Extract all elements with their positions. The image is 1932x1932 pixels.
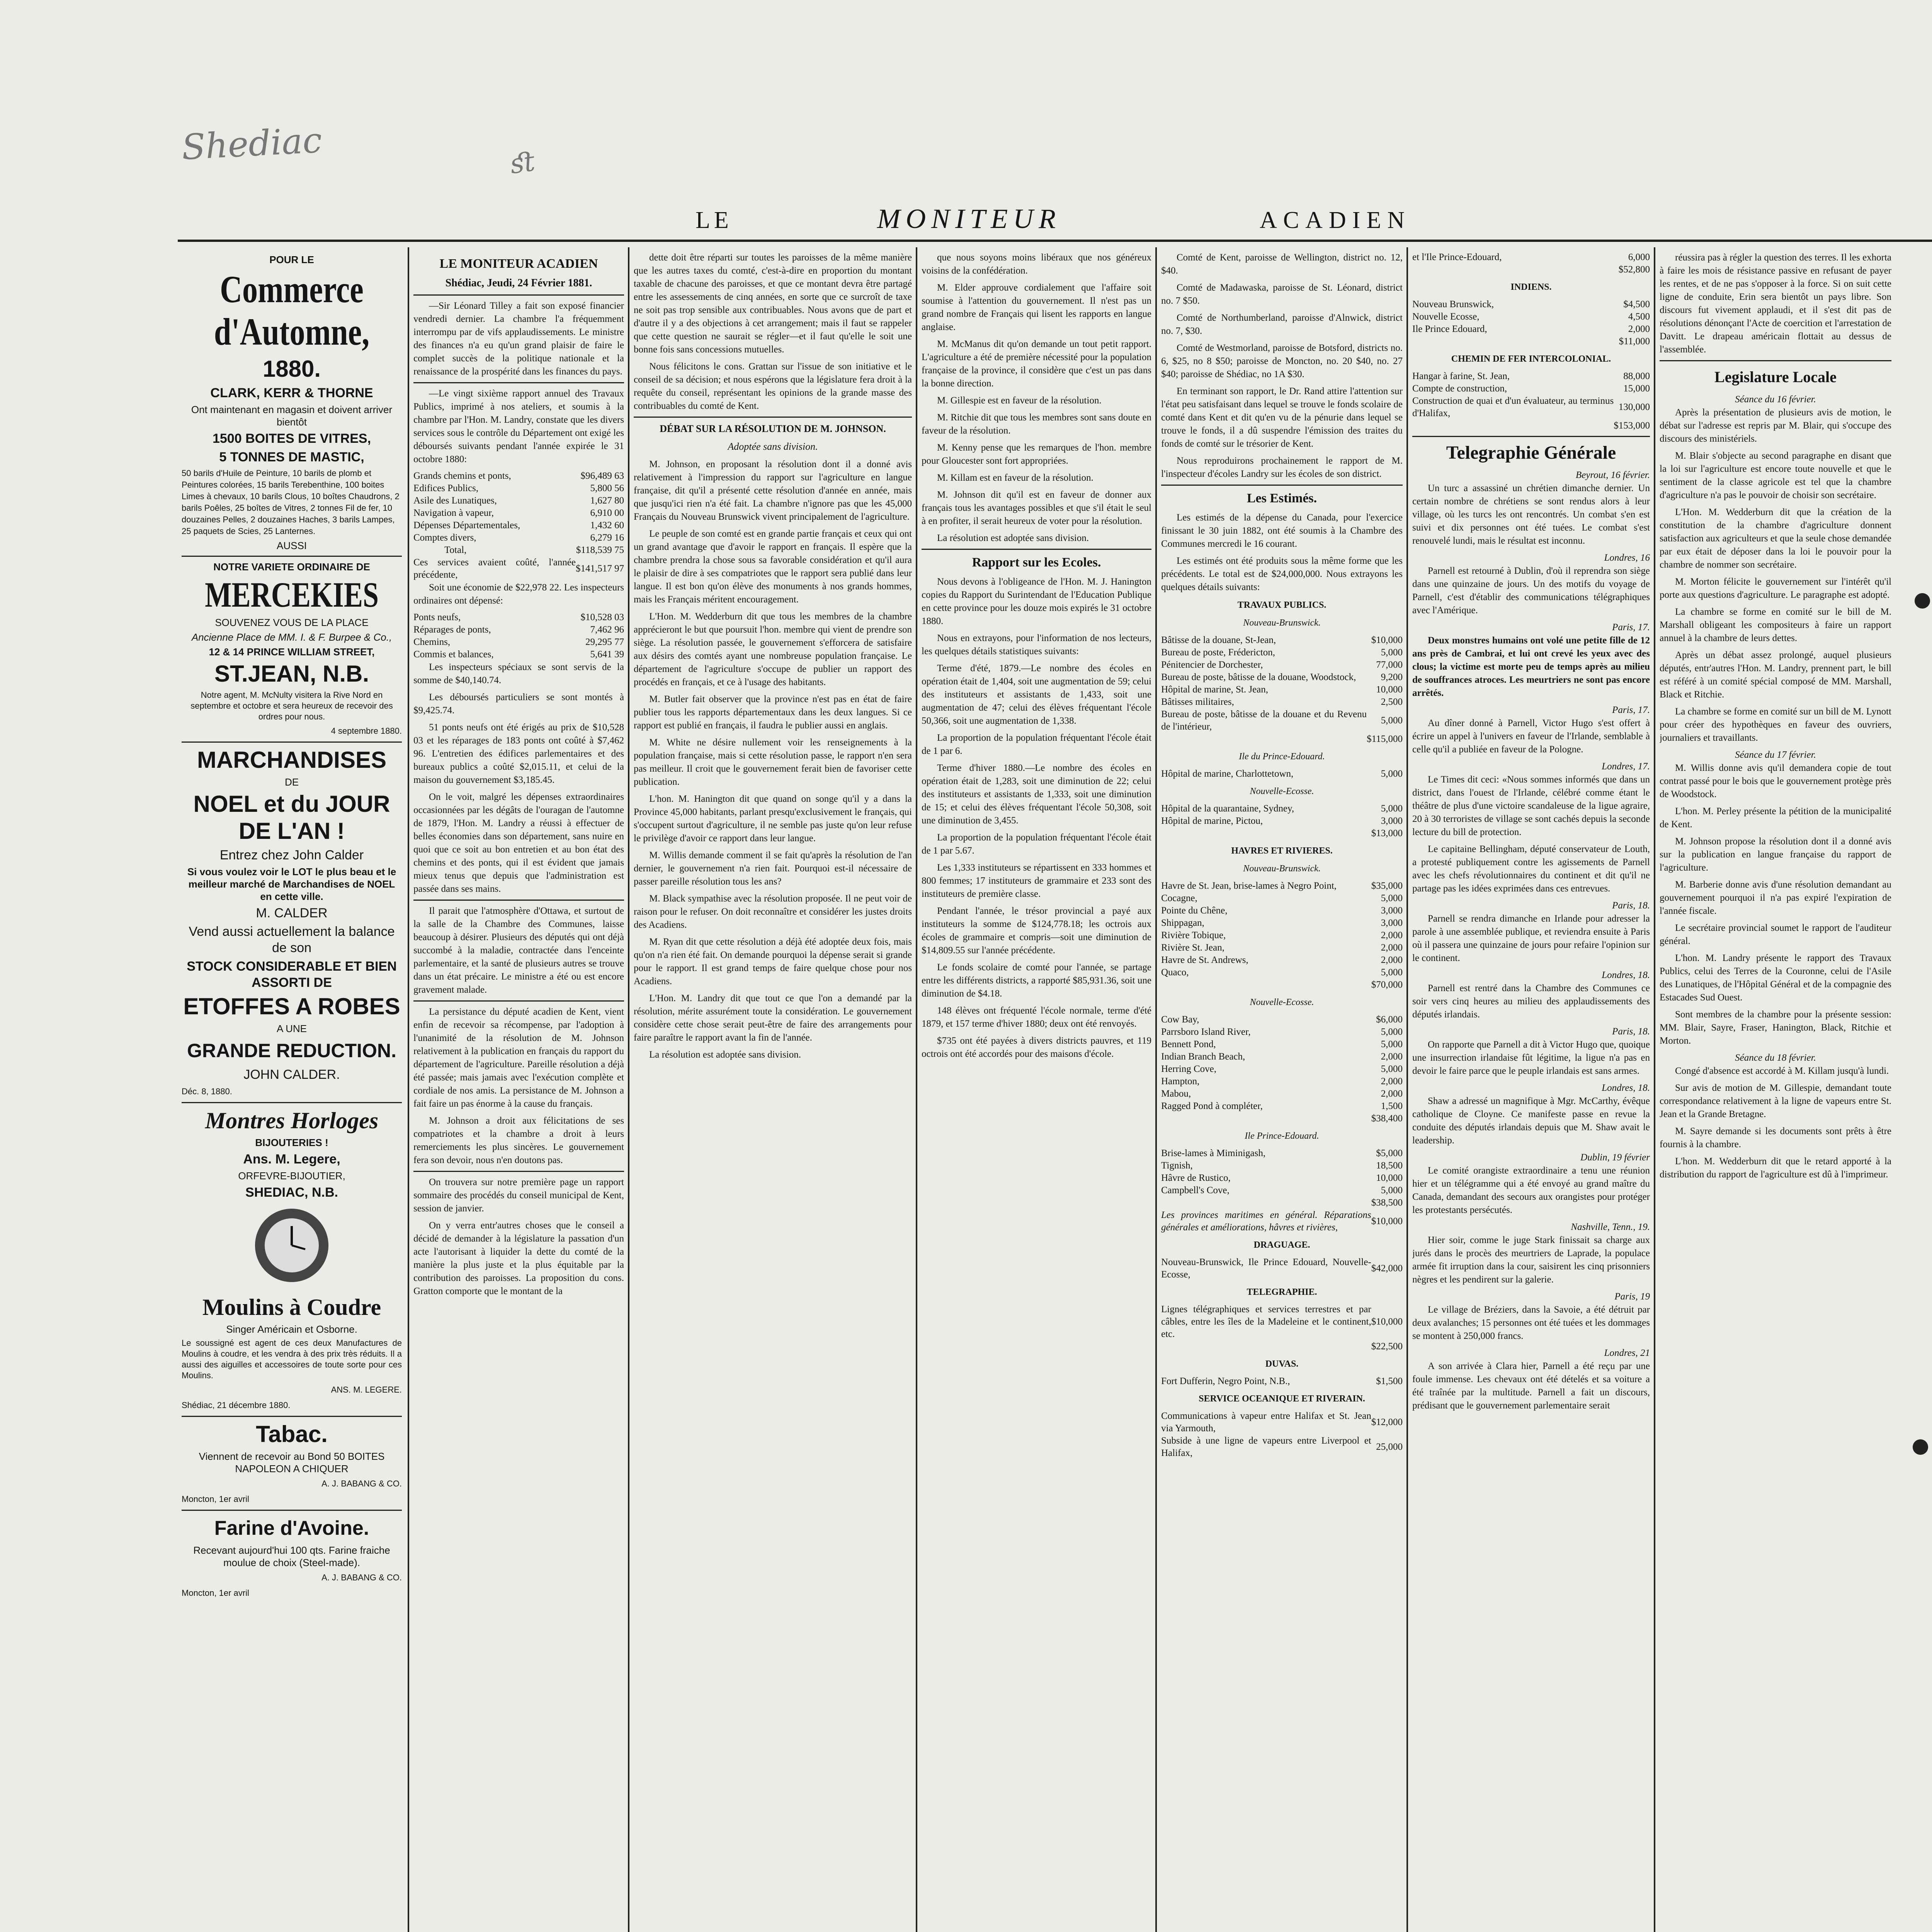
- harbours-nb-table: [1161, 880, 1403, 991]
- divider: [413, 294, 624, 296]
- table-row: Hâvre de Rustico, 10,000: [1161, 1173, 1403, 1183]
- table-total-row: $153,000: [1614, 420, 1650, 431]
- paragraph: L'Hon. M. Wedderburn dit que la création de la constitution de la chambre d'agriculture donnent satisfaction aux agriculteurs et que la seule chose demandée par eux était de déposer dans la loi le pouvoir pour la chambre de nommer son secrétaire.: [1660, 507, 1891, 570]
- divider: [413, 1000, 624, 1002]
- paragraph: Nous reproduirons prochainement le rapport de M. l'inspecteur d'écoles Landry sur les écoles de son district.: [1161, 456, 1403, 479]
- telegraph-column: [1412, 251, 1650, 1932]
- handwritten-mark: ﬆ: [508, 145, 537, 180]
- paragraph: On trouvera sur notre première page un rapport sommaire des procédés du conseil municipal de Kent, session de janvier.: [413, 1177, 624, 1214]
- ad-commerce-firm: CLARK, KERR & THORNE: [210, 386, 373, 400]
- bridges-table: [413, 611, 624, 661]
- paragraph: L'hon. M. Wedderburn dit que le retard apporté à la distribution du rapport de l'agriculture est dû à l'imprimeur.: [1660, 1156, 1891, 1180]
- dateline: Séance du 16 février.: [1735, 394, 1816, 405]
- divider: [182, 1510, 402, 1511]
- ad-calder-une: A UNE: [276, 1023, 307, 1034]
- advertisements-column: [182, 251, 402, 1932]
- paragraph: L'hon. M. Landry présente le rapport des Travaux Publics, celui des Terres de la Couronne, celui de l'Asile des Lunatiques, de l'Hôpital Général et de la compagnie des Estacades Sud Ouest.: [1660, 953, 1891, 1003]
- divider: [1161, 485, 1403, 486]
- table-total-row: $38,500: [1371, 1197, 1403, 1208]
- paragraph: Parnell se rendra dimanche en Irlande pour adresser la parole à une assemblée publique, et reviendra ensuite à Paris où il passera une quinzaine de jours pour refaire l'opinion sur le continent.: [1412, 913, 1650, 963]
- table-subsection: Nouveau-Brunswick.: [1243, 618, 1321, 628]
- section-heading: Telegraphie Générale: [1446, 442, 1616, 463]
- ad-calder-sign: JOHN CALDER.: [243, 1067, 340, 1082]
- paragraph: Nous en extrayons, pour l'information de nos lecteurs, les quelques détails statistiques suivants:: [922, 633, 1151, 656]
- table-row: Edifices Publics, 5,800 56: [413, 483, 624, 493]
- paragraph: Le comité orangiste extraordinaire a tenu une réunion hier et un télégramme qui a été envoyé au grand maître du Canada, demandant des secours aux orangistes pour protéger les protestants persécutés.: [1412, 1165, 1650, 1215]
- paragraph: —Le vingt sixième rapport annuel des Travaux Publics, imprimé à nos ateliers, et soumis à la chambre par l'Hon. M. Landry, constate que les divers services sous le contrôle du Département ont exigé les déboursés suivants pendant l'année expirée le 31 octobre 1880:: [413, 388, 624, 464]
- divider: [182, 742, 402, 743]
- paragraph: Nous félicitons le cons. Grattan sur l'issue de son initiative et le conseil de sa décision; et nous espérons que la législature fera droit à la requête du conseil, représentant les opinions de la grande masse des contribuables du comté de Kent.: [634, 361, 912, 411]
- maritime-repairs-row: Les provinces maritimes en général. Réparations générales et améliorations, hâvres et rivières, $10,000: [1161, 1210, 1403, 1233]
- harbours-ns-table: [1161, 1014, 1403, 1125]
- ad-commerce-mastic: 5 TONNES DE MASTIC,: [219, 450, 364, 464]
- debate-column: [634, 251, 912, 1932]
- table-row: Brise-lames à Miminigash, $5,000: [1161, 1148, 1403, 1158]
- paragraph: La proportion de la population fréquentant l'école était de 1 par 5.67.: [922, 832, 1151, 856]
- section-heading: Les Estimés.: [1247, 491, 1317, 505]
- handwritten-note: Shediac: [180, 120, 323, 168]
- dateline: Londres, 18.: [1602, 1083, 1650, 1093]
- table-row: Bâtisses militaires, 2,500: [1161, 697, 1403, 707]
- paragraph: M. Blair s'objecte au second paragraphe en disant que la loi sur l'agriculture est encore toute nouvelle et que le sentiment de la classe agricole est tel que la chambre d'agriculture n'a pas le pouvoir de choisir son secrétaire.: [1660, 451, 1891, 500]
- ad-calder-name: M. CALDER: [256, 906, 328, 920]
- table-row: Havre de St. Jean, brise-lames à Negro Point, $35,000: [1161, 881, 1403, 891]
- paragraph: M. Butler fait observer que la province n'est pas en état de faire publier tous les rapports départementaux dans les deux langues. Si ce rapport est publié en français, il faudra le publier aussi en anglais.: [634, 694, 912, 731]
- divider: [1412, 436, 1650, 437]
- paragraph: On le voit, malgré les dépenses extraordinaires occasionnées par les dégâts de l'ouragan de l'automne de 1879, l'Hon. M. Landry a réussi à effectuer de belles économies dans son département, sans nuire en quoi que ce soit au bon entretien et au bon état des chemins et des ponts, qui il est évident que jamais mieux tenus que depuis que l'administration est passée dans ses mains.: [413, 792, 624, 894]
- paragraph: La résolution est adoptée sans division.: [649, 1049, 801, 1060]
- table-row: Herring Cove, 5,000: [1161, 1064, 1403, 1074]
- paragraph: M. Barberie donne avis d'une résolution demandant au gouvernement pourquoi il n'a pas expiré l'expiration de l'année fiscale.: [1660, 879, 1891, 916]
- paragraph: Le secrétaire provincial soumet le rapport de l'auditeur général.: [1660, 923, 1891, 946]
- ad-montres: Montres Horloges: [205, 1108, 379, 1133]
- paragraph: Le peuple de son comté est en grande partie français et ceux qui ont un grand avantage que d'avoir le rapport en français. Il espère que la chambre prendra la chose sous sa favorable considération et qu'il aura le plaisir de dire à ses compatriotes que le rapport sera publié dans leur langue. Il est bon qu'on élève des monuments à nos grands hommes, mais les Français méritent encouragement.: [634, 529, 912, 605]
- ad-stjean-date: 4 septembre 1880.: [331, 726, 402, 736]
- section-heading: Rapport sur les Ecoles.: [972, 555, 1101, 570]
- dateline: Séance du 18 février.: [1735, 1053, 1816, 1063]
- table-subsection: Ile Prince-Edouard.: [1245, 1131, 1319, 1141]
- paragraph: L'Hon. M. Landry dit que tout ce que l'on a demandé par la résolution, mérite assurément toute la considération. Le gouvernement considère cette chose serait peut-être de faire des arrangements pour faire paraître le rapport avant la fin de l'année.: [634, 993, 912, 1043]
- ad-moulins-sign: ANS. M. LEGERE.: [331, 1385, 402, 1395]
- paragraph: Le village de Bréziers, dans la Savoie, a été détruit par deux avalanches; 15 personnes ont été tuées et les dommages se montent à 250,000 francs.: [1412, 1304, 1650, 1341]
- ad-address: 12 & 14 PRINCE WILLIAM STREET,: [209, 646, 375, 658]
- dateline: Shédiac, Jeudi, 24 Février 1881.: [445, 277, 592, 289]
- ad-farine: Farine d'Avoine.: [214, 1517, 369, 1539]
- dateline: Paris, 18.: [1612, 900, 1650, 911]
- paragraph: Comté de Westmorland, paroisse de Botsford, districts no. 6, $25, no 8 $50; paroisse de Moncton, no. 20 $40, no. 27 $40; paroisse de Shédiac, no 1A $30.: [1161, 343, 1403, 379]
- table-row: Hampton, 2,000: [1161, 1076, 1403, 1087]
- paragraph: M. Willis donne avis qu'il demandera copie de tout contrat passé pour le bois que le gouvernement protège près de Woodstock.: [1660, 763, 1891, 799]
- ad-commerce-pour: POUR LE: [269, 254, 314, 265]
- paragraph: L'hon. M. Hanington dit que quand on songe qu'il y a dans la Province 45,000 habitants, parlant presqu'exclusivement le français, qui s'occupent surtout d'agriculture, il ne semble pas juste qu'on leur refuse le privilège d'avoir ce rapport dans leur langue.: [634, 794, 912, 844]
- table-row: Asile des Lunatiques, 1,627 80: [413, 495, 624, 506]
- ad-aussi: AUSSI: [276, 540, 307, 551]
- table-row: Mabou, 2,000: [1161, 1088, 1403, 1099]
- ad-commerce-title: Commerce d'Automne,: [214, 268, 370, 353]
- paragraph: M. Willis demande comment il se fait qu'après la résolution de l'an dernier, le gouvernement n'a rien fait. Pourquoi est-il nécessaire de passer pareille résolution tous les ans?: [634, 850, 912, 887]
- public-works-table: [1161, 634, 1403, 745]
- table-row: Bâtisse de la douane, St-Jean, $10,000: [1161, 635, 1403, 645]
- paragraph: Sur avis de motion de M. Gillespie, demandant toute correspondance relativement à la ligne de vapeurs entre St. Jean et la Grande Bretagne.: [1660, 1083, 1891, 1119]
- table-row: Construction de quai et d'un évaluateur, au terminus d'Halifax, 130,000: [1412, 396, 1650, 418]
- indians-table: [1412, 298, 1650, 348]
- paragraph: M. Black sympathise avec la résolution proposée. Il ne peut voir de raison pour le refuser. On doit reconnaître et considérer les justes droits des Acadiens.: [634, 893, 912, 930]
- legislature-column: [1660, 251, 1891, 1932]
- paragraph: M. Johnson a droit aux félicitations de ses compatriotes et la chambre a droit à leurs remerciements les plus sincères. Le gouvernement fera son devoir, nous n'en doutons pas.: [413, 1116, 624, 1165]
- schools-column: [922, 251, 1151, 1932]
- ad-singer: Singer Américain et Osborne.: [226, 1323, 357, 1335]
- ad-tabac-date: Moncton, 1er avril: [182, 1494, 249, 1504]
- binding-hole: [1913, 1439, 1928, 1455]
- ad-calder-robes: ETOFFES A ROBES: [183, 993, 400, 1019]
- divider: [182, 1416, 402, 1417]
- paragraph: La proportion de la population fréquentant l'école était de 1 par 6.: [922, 733, 1151, 756]
- paragraph: L'Hon. M. Wedderburn dit que tous les membres de la chambre apprécieront le but que poursuit l'hon. membre qui vient de prendre son siège. La résolution passée, le gouvernement s'efforcera de satisfaire aux désirs des comtés ayant une nombreuse population française. Le département de l'agriculture s'occupe de publier un rapport des procédés en français, et ce à l'usage des habitants.: [634, 611, 912, 687]
- ad-calder-date: Déc. 8, 1880.: [182, 1087, 232, 1096]
- column-rule: [628, 247, 629, 1932]
- table-total-row: $22,500: [1371, 1341, 1403, 1352]
- table-row: Bureau de poste, bâtisse de la douane et du Revenu de l'intérieur, 5,000: [1161, 709, 1403, 732]
- table-row: Dépenses Départementales, 1,432 60: [413, 520, 624, 531]
- telegraph-table: Lignes télégraphiques et services terrestres et par câbles, entre les îles de la Madeleine et le continent, etc. $10,000 $22,500: [1161, 1303, 1403, 1353]
- binding-hole: [1915, 593, 1930, 609]
- table-row: Comptes divers, 6,279 16: [413, 532, 624, 543]
- ad-legere: Ans. M. Legere,: [243, 1152, 340, 1167]
- ad-marchandises: MARCHANDISES: [197, 747, 387, 773]
- ad-bijouteries: BIJOUTERIES !: [255, 1137, 328, 1148]
- paragraph: Le capitaine Bellingham, député conservateur de Louth, a protesté publiquement contre les agissements de Parnell avec les chefs révolutionnaires du continent et dit qu'il ne partage pas les idées exprimées dans ces entrevues.: [1412, 844, 1650, 894]
- paragraph: Au dîner donné à Parnell, Victor Hugo s'est offert à écrire un appel à l'univers en faveur de l'Irlande, semblable à celle qu'il a publiée en faveur de la Pologne.: [1412, 718, 1650, 755]
- paragraph: Après la présentation de plusieurs avis de motion, le débat sur l'adresse est repris par M. Blair, qui s'occupe des discours des ministériels.: [1660, 407, 1891, 444]
- ad-mercekies: MERCEKIES: [205, 575, 379, 614]
- ad-shediac: SHEDIAC, N.B.: [245, 1185, 338, 1200]
- paragraph: Les déboursés particuliers se sont montés à $9,425.74.: [413, 692, 624, 716]
- table-row: Hôpital de la quarantaine, Sydney, 5,000: [1161, 803, 1403, 814]
- dateline: Paris, 17.: [1612, 622, 1650, 633]
- editorial-column: [413, 251, 624, 1932]
- paragraph: Les 1,333 instituteurs se répartissent en 333 hommes et 800 femmes; 17 instituteurs de grammaire et 233 sont des instituteurs de première classe.: [922, 862, 1151, 899]
- ad-tabac-text: Viennent de recevoir au Bond 50 BOITES NAPOLEON A CHIQUER: [199, 1451, 385, 1475]
- column-rule: [916, 247, 917, 1932]
- dateline: Séance du 17 février.: [1735, 750, 1816, 760]
- paragraph: Comté de Northumberland, paroisse d'Alnwick, district no. 7, $30.: [1161, 313, 1403, 336]
- paragraph: Il parait que l'atmosphère d'Ottawa, et surtout de la salle de la Chambre des Communes, laisse beaucoup à désirer. Plusieurs des députés qui ont déjà succombé à la maladie, contractée dans l'enceinte parlementaire, et la santé de plusieurs autres se trouve dans un état précaire. Le ministre a été ou est encore gravement malade.: [413, 906, 624, 995]
- table-total-row: $115,000: [1367, 734, 1403, 744]
- table-row: Parrsboro Island River, 5,000: [1161, 1027, 1403, 1037]
- fort-table: Fort Dufferin, Negro Point, N.B., $1,500: [1161, 1376, 1403, 1386]
- paragraph: Un turc a assassiné un chrétien dimanche dernier. Un certain nombre de chrétiens se sont rendus alors à leur village, où les turcs les ont rencontrés. Un combat s'en est suivi et dix personnes ont été tuées. Le combat s'est renouvelé lundi, mais le résultat est inconnu.: [1412, 483, 1650, 546]
- table-total-row: $38,400: [1371, 1113, 1403, 1124]
- ad-farine-date: Moncton, 1er avril: [182, 1588, 249, 1598]
- harbours-pei-table: [1161, 1147, 1403, 1209]
- paragraph: M. Elder approuve cordialement que l'affaire soit soumise à l'attention du gouvernement. Il n'est pas un grand nombre de Français qui lisent les rapports en langue anglaise.: [922, 282, 1151, 332]
- paragraph: Shaw a adressé un magnifique à Mgr. McCarthy, évêque catholique de Cloyne. Ce manifeste passe en revue la conduite des députés irlandais depuis que M. Shaw avait le leadership.: [1412, 1096, 1650, 1146]
- paragraph: M. Johnson propose la résolution dont il a donné avis sur la publication en langue française du rapport de l'agriculture.: [1660, 836, 1891, 873]
- ad-moulins-date: Shédiac, 21 décembre 1880.: [182, 1400, 291, 1410]
- ad-tabac-sign: A. J. BABANG & CO.: [321, 1479, 402, 1488]
- paragraph: Deux monstres humains ont volé une petite fille de 12 ans près de Cambrai, et lui ont crevé les yeux avec des clous; la victime est morte peu de temps après au milieu de souffrances atroces. Les meurtriers ne sont pas encore arrêtés.: [1412, 635, 1650, 698]
- ad-calder-reduction: GRANDE REDUCTION.: [187, 1040, 396, 1061]
- divider: [182, 1102, 402, 1103]
- paragraph: M. Johnson dit qu'il est en faveur de donner aux français tous les avantages possibles et que s'il était le seul à en profiter, il serait heureux de voter pour la résolution.: [922, 490, 1151, 526]
- paragraph: La chambre se forme en comité sur le bill de M. Marshall obligeant les compositeurs à faire un rapport annuel à la chambre de leurs dettes.: [1660, 607, 1891, 643]
- table-section: INDIENS.: [1510, 282, 1552, 292]
- previous-year-row: Ces services avaient coûté, l'année précédente, $141,517 97: [413, 557, 624, 580]
- ad-commerce-items: 50 barils d'Huile de Peinture, 10 barils de plomb et Peintures colorées, 15 barils Terebenthine, 100 boites Limes à chevaux, 10 barils Clous, 10 boîtes Chaudrons, 2 barils Poêles, 25 boîtes de Vitres, 2 tonnes Fil de fer, 10 douzaines Pelles, 2 douzaines Haches, 3 barils Lampes, 25 paquets de Scies, 25 Lanternes.: [182, 468, 400, 536]
- paragraph: Après un débat assez prolongé, auquel plusieurs députés, entr'autres l'Hon. M. Landry, prennent part, le bill est référé à un comité spécial composé de MM. Marshall, Black et Ritchie.: [1660, 650, 1891, 700]
- table-row: Rivière St. Jean, 2,000: [1161, 942, 1403, 953]
- divider: [413, 900, 624, 901]
- paragraph: Parnell est retourné à Dublin, d'où il reprendra son siège dans une quinzaine de jours. Un des motifs du voyage de Parnell, c'est d'établir des communications télégraphiques avec l'Amérique.: [1412, 566, 1650, 616]
- paragraph: M. Ryan dit que cette résolution a déjà été adoptée deux fois, mais qu'on n'a rien été fait. On demande pourquoi la dépense serait si grande pour le rapport. Il est grand temps de faire quelque chose pour nos Acadiens.: [634, 937, 912, 986]
- ad-stjean-note: Notre agent, M. McNulty visitera la Rive Nord en septembre et octobre et sera heureux de recevoir des ordres pour nous.: [190, 690, 393, 721]
- table-row: Tignish, 18,500: [1161, 1160, 1403, 1171]
- table-section: CHEMIN DE FER INTERCOLONIAL.: [1451, 354, 1611, 364]
- paragraph: Soit une économie de $22,978 22. Les inspecteurs ordinaires ont dépensé:: [413, 582, 624, 606]
- section-heading: DÉBAT SUR LA RÉSOLUTION DE M. JOHNSON.: [660, 423, 886, 434]
- table-row: Shippagan, 3,000: [1161, 918, 1403, 928]
- paragraph: Nous devons à l'obligeance de l'Hon. M. J. Hanington copies du Rapport du Surintendant de l'Education Publique en cette province pour les douze mois expirés le 31 octobre 1880.: [922, 577, 1151, 626]
- paragraph: que nous soyons moins libéraux que nos généreux voisins de la confédération.: [922, 252, 1151, 276]
- table-row: Grands chemins et ponts, $96,489 63: [413, 471, 624, 481]
- dateline: Londres, 16: [1604, 553, 1650, 563]
- ad-calder-lot: Si vous voulez voir le LOT le plus beau et le meilleur marché de Marchandises de NOEL en cette ville.: [187, 866, 396, 902]
- ad-farine-sign: A. J. BABANG & CO.: [321, 1573, 402, 1582]
- table-row: Nouvelle Ecosse, 4,500: [1412, 311, 1650, 322]
- table-row: Navigation à vapeur, 6,910 00: [413, 508, 624, 518]
- ad-calder-stock: STOCK CONSIDERABLE ET BIEN ASSORTI DE: [187, 959, 397, 990]
- paragraph: Terme d'été, 1879.—Le nombre des écoles en opération était de 1,404, soit une augmentation de 59; celui des instituteurs et assistants de 1,433, soit une augmentation de 47; celui des élèves fréquentant l'école 50,366, soit une augmentation de 1,338.: [922, 663, 1151, 726]
- ad-farine-text: Recevant aujourd'hui 100 qts. Farine fraiche moulue de choix (Steel-made).: [193, 1544, 390, 1568]
- paragraph: M. Kenny pense que les remarques de l'hon. membre pour Gloucester sont fort appropriées.: [922, 442, 1151, 466]
- dateline: Paris, 18.: [1612, 1026, 1650, 1037]
- dateline: Paris, 17.: [1612, 705, 1650, 715]
- table-row: Havre de St. Andrews, 2,000: [1161, 955, 1403, 965]
- paragraph: M. Morton félicite le gouvernement sur l'intérêt qu'il porte aux questions d'agriculture. Le paragraphe est adopté.: [1660, 577, 1891, 600]
- table-row: Bureau de poste, Frédericton, 5,000: [1161, 647, 1403, 658]
- table-total-row: $70,000: [1371, 980, 1403, 990]
- dateline: Londres, 17.: [1602, 761, 1650, 772]
- dredging-table: [1161, 1256, 1403, 1281]
- ad-calder-vend: Vend aussi actuellement la balance de son: [189, 924, 395, 955]
- paragraph: $735 ont été payées à divers districts pauvres, et 119 octrois ont été accordés pour des maisons d'école.: [922, 1036, 1151, 1059]
- section-subheading: Adoptée sans division.: [728, 441, 818, 452]
- table-row: et l'Ile Prince-Edouard, 6,000: [1412, 252, 1650, 262]
- table-row: Campbell's Cove, 5,000: [1161, 1185, 1403, 1196]
- table-row: Hôpital de marine, St. Jean, 10,000: [1161, 684, 1403, 695]
- divider: [182, 556, 402, 557]
- paragraph: Congé d'absence est accordé à M. Killam jusqu'à lundi.: [1675, 1066, 1889, 1076]
- table-section: SERVICE OCEANIQUE ET RIVERAIN.: [1199, 1394, 1365, 1404]
- table-section: HAVRES ET RIVIERES.: [1231, 846, 1333, 856]
- header-rule: [178, 240, 1932, 242]
- table-section: DRAGUAGE.: [1253, 1240, 1310, 1250]
- table-row: Bureau de poste, bâtisse de la douane, Woodstock, 9,200: [1161, 672, 1403, 682]
- clock-illustration: [249, 1203, 334, 1288]
- paragraph: La résolution est adoptée sans division.: [937, 533, 1089, 543]
- paragraph: L'hon. M. Perley présente la pétition de la municipalité de Kent.: [1660, 806, 1891, 830]
- paragraph: On y verra entr'autres choses que le conseil a décidé de demander à la législature la passation d'un acte l'autorisant à liquider la dette du comté de la manière la plus juste et la plus équitable par la contribution des paroisses. La proposition du cons. Gratton comporte que le montant de la: [413, 1220, 624, 1296]
- pei-works-table: [1161, 768, 1403, 780]
- paragraph: Terme d'hiver 1880.—Le nombre des écoles en opération était de 1,283, soit une diminution de 22; celui des instituteurs et assistants de 1,333, soit une diminution de 15; et celui des élèves fréquentant l'école 50,308, soit une diminution de 3,455.: [922, 763, 1151, 826]
- ad-souvenez: SOUVENEZ VOUS DE LA PLACE: [215, 617, 369, 628]
- table-row: Ragged Pond à compléter, 1,500: [1161, 1101, 1403, 1111]
- table-total-row: Total, $118,539 75: [444, 545, 624, 555]
- table-section: TRAVAUX PUBLICS.: [1237, 600, 1327, 610]
- dateline: Londres, 18.: [1602, 970, 1650, 980]
- paragraph: M. White ne désire nullement voir les renseignements à la population française, mais si cette résolution passe, le rapport n'en sera pas meilleur. Il croit que le gouvernement ferait bien de favoriser cette publication.: [634, 737, 912, 787]
- paragraph: On rapporte que Parnell a dit à Victor Hugo que, quoique une insurrection irlandaise fût légitime, la ligue n'a pas en devoir le faire parce que le peuple irlandais est sans armes.: [1412, 1039, 1650, 1076]
- table-row: Ile Prince Edouard, 2,000: [1412, 324, 1650, 334]
- table-row: Pointe du Chêne, 3,000: [1161, 905, 1403, 916]
- dateline: Paris, 19: [1614, 1291, 1650, 1302]
- paragraph: La persistance du député acadien de Kent, vient enfin de recevoir sa récompense, par l'adoption à l'unanimité de la résolution de M. Johnson relativement à la publication en français du rapport du département de l'agriculture. Pareille résolution a déjà été passée; mais jamais avec l'exécution complète et cordiale de nos amis. La persistance de M. Johnson a fait faire un pas énorme à la cause du français.: [413, 1007, 624, 1109]
- table-row: Hangar à farine, St. Jean, 88,000: [1412, 371, 1650, 381]
- paragraph: M. Sayre demande si les documents sont prêts à être fournis à la chambre.: [1660, 1126, 1891, 1150]
- ad-mercekies-head: NOTRE VARIETE ORDINAIRE DE: [213, 561, 370, 573]
- ad-ancienne: Ancienne Place de MM. I. & F. Burpee & Co.,: [191, 631, 392, 643]
- table-subsection: Nouvelle-Ecosse.: [1250, 786, 1314, 796]
- table-total-row: $52,800: [1618, 264, 1650, 275]
- table-section: TELEGRAPHIE.: [1247, 1287, 1317, 1297]
- table-row: Bennett Pond, 5,000: [1161, 1039, 1403, 1049]
- paragraph: Comté de Kent, paroisse de Wellington, district no. 12, $40.: [1161, 252, 1403, 276]
- table-row: Pénitencier de Dorchester, 77,000: [1161, 660, 1403, 670]
- paragraph: dette doit être réparti sur toutes les paroisses de la même manière que les autres taxes du comté, c'est-à-dire en proportion du montant taxable de chacune des paroisses, et que ce montant devra être partagé entre les assessements de cinq années, en sorte que ce surcroît de taxe ne soit pas trop sensible aux contribuables. Nous avons que de part et d'autre il y a des objections à cet arrangement; mais il faut se rappeler que cette question ne saurait se régler—et il faut qu'elle le soit une bonne fois sans concessions mutuelles.: [634, 252, 912, 355]
- paragraph: Les estimés de la dépense du Canada, pour l'exercice finissant le 30 juin 1882, ont été soumis à la Chambre des Communes mercredi le 16 courant.: [1161, 512, 1403, 549]
- ad-orfevre: ORFEVRE-BIJOUTIER,: [238, 1170, 345, 1182]
- paragraph: M. Killam est en faveur de la résolution.: [937, 473, 1094, 483]
- paragraph: Les estimés ont été produits sous la même forme que les précédents. Le total est de $24,000,000. Nous extrayons les quelques détails suivants:: [1161, 556, 1403, 592]
- paragraph: 148 élèves ont fréquenté l'école normale, terme d'été 1879, et 157 terme d'hiver 1880; deux ont été renvoyés.: [922, 1005, 1151, 1029]
- ad-noel: NOEL et du JOUR DE L'AN !: [193, 791, 390, 844]
- paragraph: Hier soir, comme le juge Stark finissait sa charge aux jurés dans le procès des meurtriers de Laprade, la populace armée fit irruption dans la cour, saisirent les cinq prisonniers nègres et les pendirent sur la galerie.: [1412, 1235, 1650, 1285]
- table-row: Commis et balances, 5,641 39: [413, 649, 624, 660]
- table-total-row: $13,000: [1371, 828, 1403, 838]
- paragraph: M. Ritchie dit que tous les membres sont sans doute en faveur de la résolution.: [922, 412, 1151, 436]
- paragraph: —Sir Léonard Tilley a fait son exposé financier vendredi dernier. La chambre l'a fréquemment interrompu par de vifs applaudissements. Le ministre des finances n'a eu qu'un grand plaisir de faire le complet succès de la politique nationale et la renaissance de la prospérité dans les finances du pays.: [413, 301, 624, 377]
- column-rule: [1654, 247, 1655, 1932]
- table-subsection: Nouveau-Brunswick.: [1243, 864, 1321, 874]
- table-row: Indian Branch Beach, 2,000: [1161, 1051, 1403, 1062]
- ad-moulins: Moulins à Coudre: [202, 1294, 381, 1320]
- divider: [922, 549, 1151, 550]
- dateline: Beyrout, 16 février.: [1575, 470, 1650, 480]
- table-row: Rivière Tobique, 2,000: [1161, 930, 1403, 940]
- ns-works-table: [1161, 803, 1403, 840]
- paragraph: réussira pas à régler la question des terres. Il les exhorta à faire les mois de résistance passive en refusant de payer les rentes, et de ne pas s'opposer à la force. Si on suit cette ligne de conduite, Erin sera bientôt un pays libre. Son discours fut vivement applaudi, et il s'est dit pas de résolutions dénonçant l'Acte de coercition et l'arrestation de Davitt. Le drapeau américain flottait au dessus de l'assemblée.: [1660, 252, 1891, 355]
- table-row: Chemins, 29,295 77: [413, 637, 624, 647]
- divider: [413, 1171, 624, 1172]
- table-row: Quaco, 5,000: [1161, 967, 1403, 978]
- ocean-service-table: Communications à vapeur entre Halifax et St. Jean via Yarmouth, $12,000 Subside à une ligne de vapeurs entre Liverpool et Halifax, 25,000: [1161, 1411, 1403, 1458]
- table-row: Ponts neufs, $10,528 03: [413, 612, 624, 622]
- divider: [413, 382, 624, 383]
- ad-tabac: Tabac.: [256, 1421, 328, 1447]
- column-rule: [1406, 247, 1408, 1932]
- dateline: Londres, 21: [1604, 1348, 1650, 1358]
- ad-commerce-vitres: 1500 BOITES DE VITRES,: [212, 431, 371, 446]
- table-subsection: Ile du Prince-Edouard.: [1239, 752, 1325, 762]
- divider: [1660, 360, 1891, 361]
- paragraph: Parnell est rentré dans la Chambre des Communes ce soir vers cinq heures au milieu des applaudissements des députés irlandais.: [1412, 983, 1650, 1020]
- table-row: Cocagne, 5,000: [1161, 893, 1403, 903]
- dateline: Dublin, 19 février: [1580, 1152, 1650, 1163]
- paragraph: Les inspecteurs spéciaux se sont servis de la somme de $40,140.74.: [413, 662, 624, 685]
- paragraph: Sont membres de la chambre pour la présente session: MM. Blair, Sayre, Fraser, Hanington, Black, Ritchie et Morton.: [1660, 1009, 1891, 1046]
- column-rule: [408, 247, 409, 1932]
- table-subsection: Nouvelle-Ecosse.: [1250, 997, 1314, 1007]
- column-rule: [1155, 247, 1157, 1932]
- paragraph: M. Gillespie est en faveur de la résolution.: [937, 395, 1102, 406]
- table-row: Cow Bay, $6,000: [1161, 1014, 1403, 1025]
- paragraph: A son arrivée à Clara hier, Parnell a été reçu par une foule immense. Les chevaux ont été dételés et sa voiture a été traînée par la multitude. Parnell a fait un discours, prédisant que le gouvernement parlementaire serait: [1412, 1361, 1650, 1411]
- paragraph: Le Times dit ceci: «Nous sommes informés que dans un district, dans l'ouest de l'Irlande, célébré comme étant le théâtre de plus d'une victoire scandaleuse de la ligue agraire, 20 à 30 terroristes de village se sont cachés depuis la seconde lecture du bill de protection.: [1412, 774, 1650, 837]
- paragraph: En terminant son rapport, le Dr. Rand attire l'attention sur l'état peu satisfaisant dans lequel se trouve le fonds scolaire de comté dans Kent et dit qu'en vu de la pénurie dans lequel se trouve le fonds, il a dû suspendre l'émission des traites du fonds de comté sur le trésorier de Kent.: [1161, 386, 1403, 449]
- paragraph: M. Johnson, en proposant la résolution dont il a donné avis relativement à l'impression du rapport sur l'agriculture en langue française, dit qu'il a présenté cette résolution d'année en année, mais que jusqu'ici rien n'a été fait. La chambre n'ignore pas que les 45,000 Français du Nouveau Brunswick vivent principalement de l'agriculture.: [634, 459, 912, 522]
- ad-moulins-text: Le soussigné est agent de ces deux Manufactures de Moulins à coudre, et les vendra à des prix très réduits. Il a aussi des aiguilles et accessoires de toute sorte pour ces Moulins.: [182, 1338, 402, 1380]
- railway-table: [1412, 370, 1650, 432]
- masthead-left: LE: [696, 207, 733, 233]
- paragraph: La chambre se forme en comité sur un bill de M. Lynott pour créer des hypothèques en faveur des ouvriers, journaliers et travaillants.: [1660, 706, 1891, 743]
- paragraph: 51 ponts neufs ont été érigés au prix de $10,528 03 et les réparages de 183 ponts ont coûté à $7,462 96. L'entretien des édifices parlementaires et des bureaux publics a coûté $2,015.11, et celui de la maison du gouvernement $3,185.45.: [413, 722, 624, 785]
- table-row: Hôpital de marine, Charlottetown, 5,000: [1161, 769, 1403, 779]
- section-heading: Legislature Locale: [1714, 368, 1837, 386]
- table-row: Nouveau-Brunswick, Ile Prince Edouard, Nouvelle-Ecosse, $42,000: [1161, 1257, 1403, 1280]
- paragraph: Comté de Madawaska, paroisse de St. Léonard, district no. 7 $50.: [1161, 282, 1403, 306]
- table-row: Hôpital de marine, Pictou, 3,000: [1161, 816, 1403, 826]
- dateline: Nashville, Tenn., 19.: [1571, 1222, 1650, 1232]
- table-row: Nouveau Brunswick, $4,500: [1412, 299, 1650, 310]
- table-row: Réparages de ponts, 7,462 96: [413, 624, 624, 635]
- expenses-table: [413, 470, 624, 556]
- ad-calder-enter: Entrez chez John Calder: [219, 848, 364, 862]
- paragraph: M. McManus dit qu'on demande un tout petit rapport. L'agriculture a été de première nécessité pour la population française de la province, il considère que c'est un pas dans la bonne direction.: [922, 339, 1151, 389]
- masthead-right: ACADIEN: [1260, 207, 1411, 233]
- estimates-column: [1161, 251, 1403, 1932]
- ad-commerce-year: 1880.: [262, 356, 321, 382]
- masthead-center: MONITEUR: [877, 203, 1061, 234]
- ad-de: DE: [284, 776, 299, 788]
- table-section: DUVAS.: [1265, 1359, 1299, 1369]
- top-table: [1412, 251, 1650, 276]
- paragraph: Pendant l'année, le trésor provincial a payé aux instituteurs la somme de $124,778.18; les octrois aux écoles de grammaire et compris—soit une diminution de $14,809.55 sur l'année précédente.: [922, 906, 1151, 956]
- table-row: Compte de construction, 15,000: [1412, 383, 1650, 394]
- divider: [634, 417, 912, 418]
- table-total-row: $11,000: [1619, 336, 1650, 347]
- paper-name: LE MONITEUR ACADIEN: [439, 257, 598, 271]
- ad-stjean: ST.JEAN, N.B.: [214, 661, 369, 687]
- paragraph: Le fonds scolaire de comté pour l'année, se partage entre les différents districts, a rapporté $85,931.36, soit une diminution de $4.18.: [922, 962, 1151, 999]
- ad-commerce-recent: Ont maintenant en magasin et doivent arriver bientôt: [191, 404, 393, 428]
